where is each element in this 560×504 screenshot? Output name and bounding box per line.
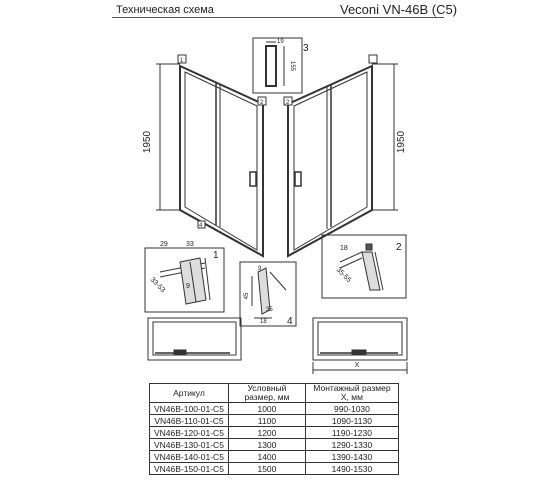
cell-article: VN46B-130-01-C5 [150,439,229,451]
cell-nominal: 1300 [228,439,305,451]
table-row [150,427,399,439]
spec-table-header [150,384,399,403]
cell-mounting: 1290-1330 [305,439,398,451]
marker-4-left: 4 [199,223,203,229]
table-row [150,451,399,463]
cell-mounting: 1390-1430 [305,451,398,463]
cell-mounting: 1490-1530 [305,463,398,475]
section-2-detail [322,235,406,298]
callout-1: 1 [213,250,219,261]
marker-2-right: 2 [286,100,290,106]
plan-view-left [148,318,241,360]
col-nominal-size: Условный размер, мм [228,384,305,403]
section1-dim-29: 29 [160,241,168,248]
section1-dim-33-53: 33-53 [148,276,167,295]
callout-4: 4 [287,316,293,327]
plan-view-right [313,318,407,374]
handle-dim-height: 155 [289,60,295,72]
section2-dim-35-55: 35-55 [334,266,353,285]
section4-dim-18: 18 [260,319,267,325]
cell-mounting: 1190-1230 [305,427,398,439]
left-door-view [156,55,266,256]
section1-dim-9: 9 [186,283,190,290]
col-mounting-size: Монтажный размер X, мм [305,384,398,403]
right-door-view [284,55,398,256]
section2-dim-18: 18 [340,245,348,252]
cell-article: VN46B-150-01-C5 [150,463,229,475]
cell-article: VN46B-100-01-C5 [150,403,229,415]
cell-article: VN46B-120-01-C5 [150,427,229,439]
right-height-label: 1950 [396,130,407,154]
left-door-handle [250,172,256,186]
cell-nominal: 1000 [228,403,305,415]
cell-nominal: 1200 [228,427,305,439]
cell-article: VN46B-140-01-C5 [150,451,229,463]
spec-table [149,383,399,475]
cell-mounting: 1090-1130 [305,415,398,427]
section4-dim-45: 45 [244,292,250,300]
marker-2-left: 2 [260,100,264,106]
table-row [150,403,399,415]
cell-nominal: 1400 [228,451,305,463]
table-row [150,415,399,427]
cell-nominal: 1500 [228,463,305,475]
cell-nominal: 1100 [228,415,305,427]
col-article: Артикул [150,384,229,403]
section4-dim-9: 9 [258,266,262,272]
callout-3: 3 [303,43,309,54]
cell-article: VN46B-110-01-C5 [150,415,229,427]
header-left-title: Техническая схема [116,4,214,16]
left-height-label: 1950 [142,130,153,154]
marker-1-left: 1 [180,58,184,64]
table-row [150,439,399,451]
handle-dim-width: 19 [277,39,284,45]
right-door-handle [295,172,301,186]
cell-mounting: 990-1030 [305,403,398,415]
x-dimension-label: X [354,362,360,369]
table-row [150,463,399,475]
section4-dim-35: 35 [266,307,273,313]
section1-dim-33: 33 [186,241,194,248]
callout-2: 2 [396,242,402,253]
header-right-title: Veconi VN-46B (C5) [340,2,458,17]
